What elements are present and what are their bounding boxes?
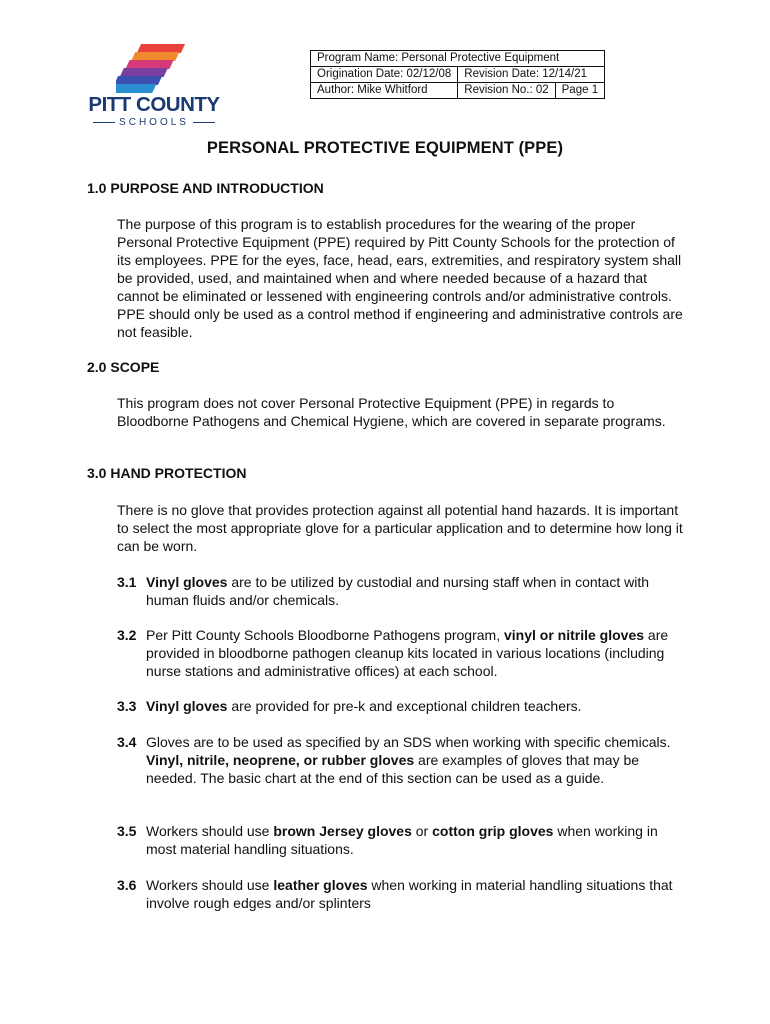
author: Author: Mike Whitford <box>311 83 458 99</box>
logo-name: PITT COUNTY <box>88 93 220 116</box>
item-number: 3.4 <box>117 734 137 750</box>
item-3-6: 3.6 Workers should use leather gloves when working in material handling situations that involve rough edges and/or splinters <box>117 877 673 911</box>
item-3-2: 3.2 Per Pitt County Schools Bloodborne Pathogens program, vinyl or nitrile gloves are provided in bloodborne pathogen cleanup kits located in various locations (including nurse stations and administrative offices) at each school. <box>117 627 669 679</box>
program-name: Program Name: Personal Protective Equipment <box>311 51 605 67</box>
document-header-table <box>310 50 605 99</box>
item-3-4: 3.4 Gloves are to be used as specified by an SDS when working with specific chemicals. Vinyl, nitrile, neoprene, or rubber gloves are examples of gloves that may be needed. The basic chart at the end of this section can be used as a guide. <box>117 734 671 786</box>
item-number: 3.1 <box>117 574 137 590</box>
section-1-heading: 1.0 PURPOSE AND INTRODUCTION <box>87 180 324 196</box>
revision-date: Revision Date: 12/14/21 <box>458 67 605 83</box>
section-3-body: There is no glove that provides protection against all potential hand hazards. It is important to select the most appropriate glove for a particular application and to determine how long it can be worn. <box>117 502 683 554</box>
section-1-body: The purpose of this program is to establish procedures for the wearing of the proper Personal Protective Equipment (PPE) required by Pitt County Schools for the protection of its employees. PPE for the eyes, face, head, ears, extremities, and respiratory system shall be provided, used, and maintained when and where needed because of a hazard that cannot be eliminated or lessened with engineering controls and/or administrative controls. PPE should only be used as a control method if engineering and administrative controls are not feasible. <box>117 216 683 340</box>
layered-logo-icon <box>116 42 190 96</box>
item-number: 3.6 <box>117 877 137 893</box>
section-2-body: This program does not cover Personal Protective Equipment (PPE) in regards to Bloodborne Pathogens and Chemical Hygiene, which are covered in separate programs. <box>117 395 666 429</box>
document-title: PERSONAL PROTECTIVE EQUIPMENT (PPE) <box>206 139 564 157</box>
origination-date: Origination Date: 02/12/08 <box>311 67 458 83</box>
revision-no: Revision No.: 02 <box>458 83 555 99</box>
item-3-1: 3.1 Vinyl gloves are to be utilized by custodial and nursing staff when in contact with human fluids and/or chemicals. <box>117 574 649 608</box>
section-2-heading: 2.0 SCOPE <box>87 359 160 375</box>
pitt-county-schools-logo <box>88 42 220 134</box>
item-3-3: 3.3 Vinyl gloves are provided for pre-k and exceptional children teachers. <box>117 698 582 714</box>
logo-subtitle: SCHOOLS <box>88 117 220 129</box>
item-number: 3.5 <box>117 823 137 839</box>
item-3-5: 3.5 Workers should use brown Jersey gloves or cotton grip gloves when working in most material handling situations. <box>117 823 658 857</box>
section-3-heading: 3.0 HAND PROTECTION <box>87 465 247 481</box>
item-number: 3.3 <box>117 698 137 714</box>
page-number: Page 1 <box>555 83 604 99</box>
item-number: 3.2 <box>117 627 137 643</box>
